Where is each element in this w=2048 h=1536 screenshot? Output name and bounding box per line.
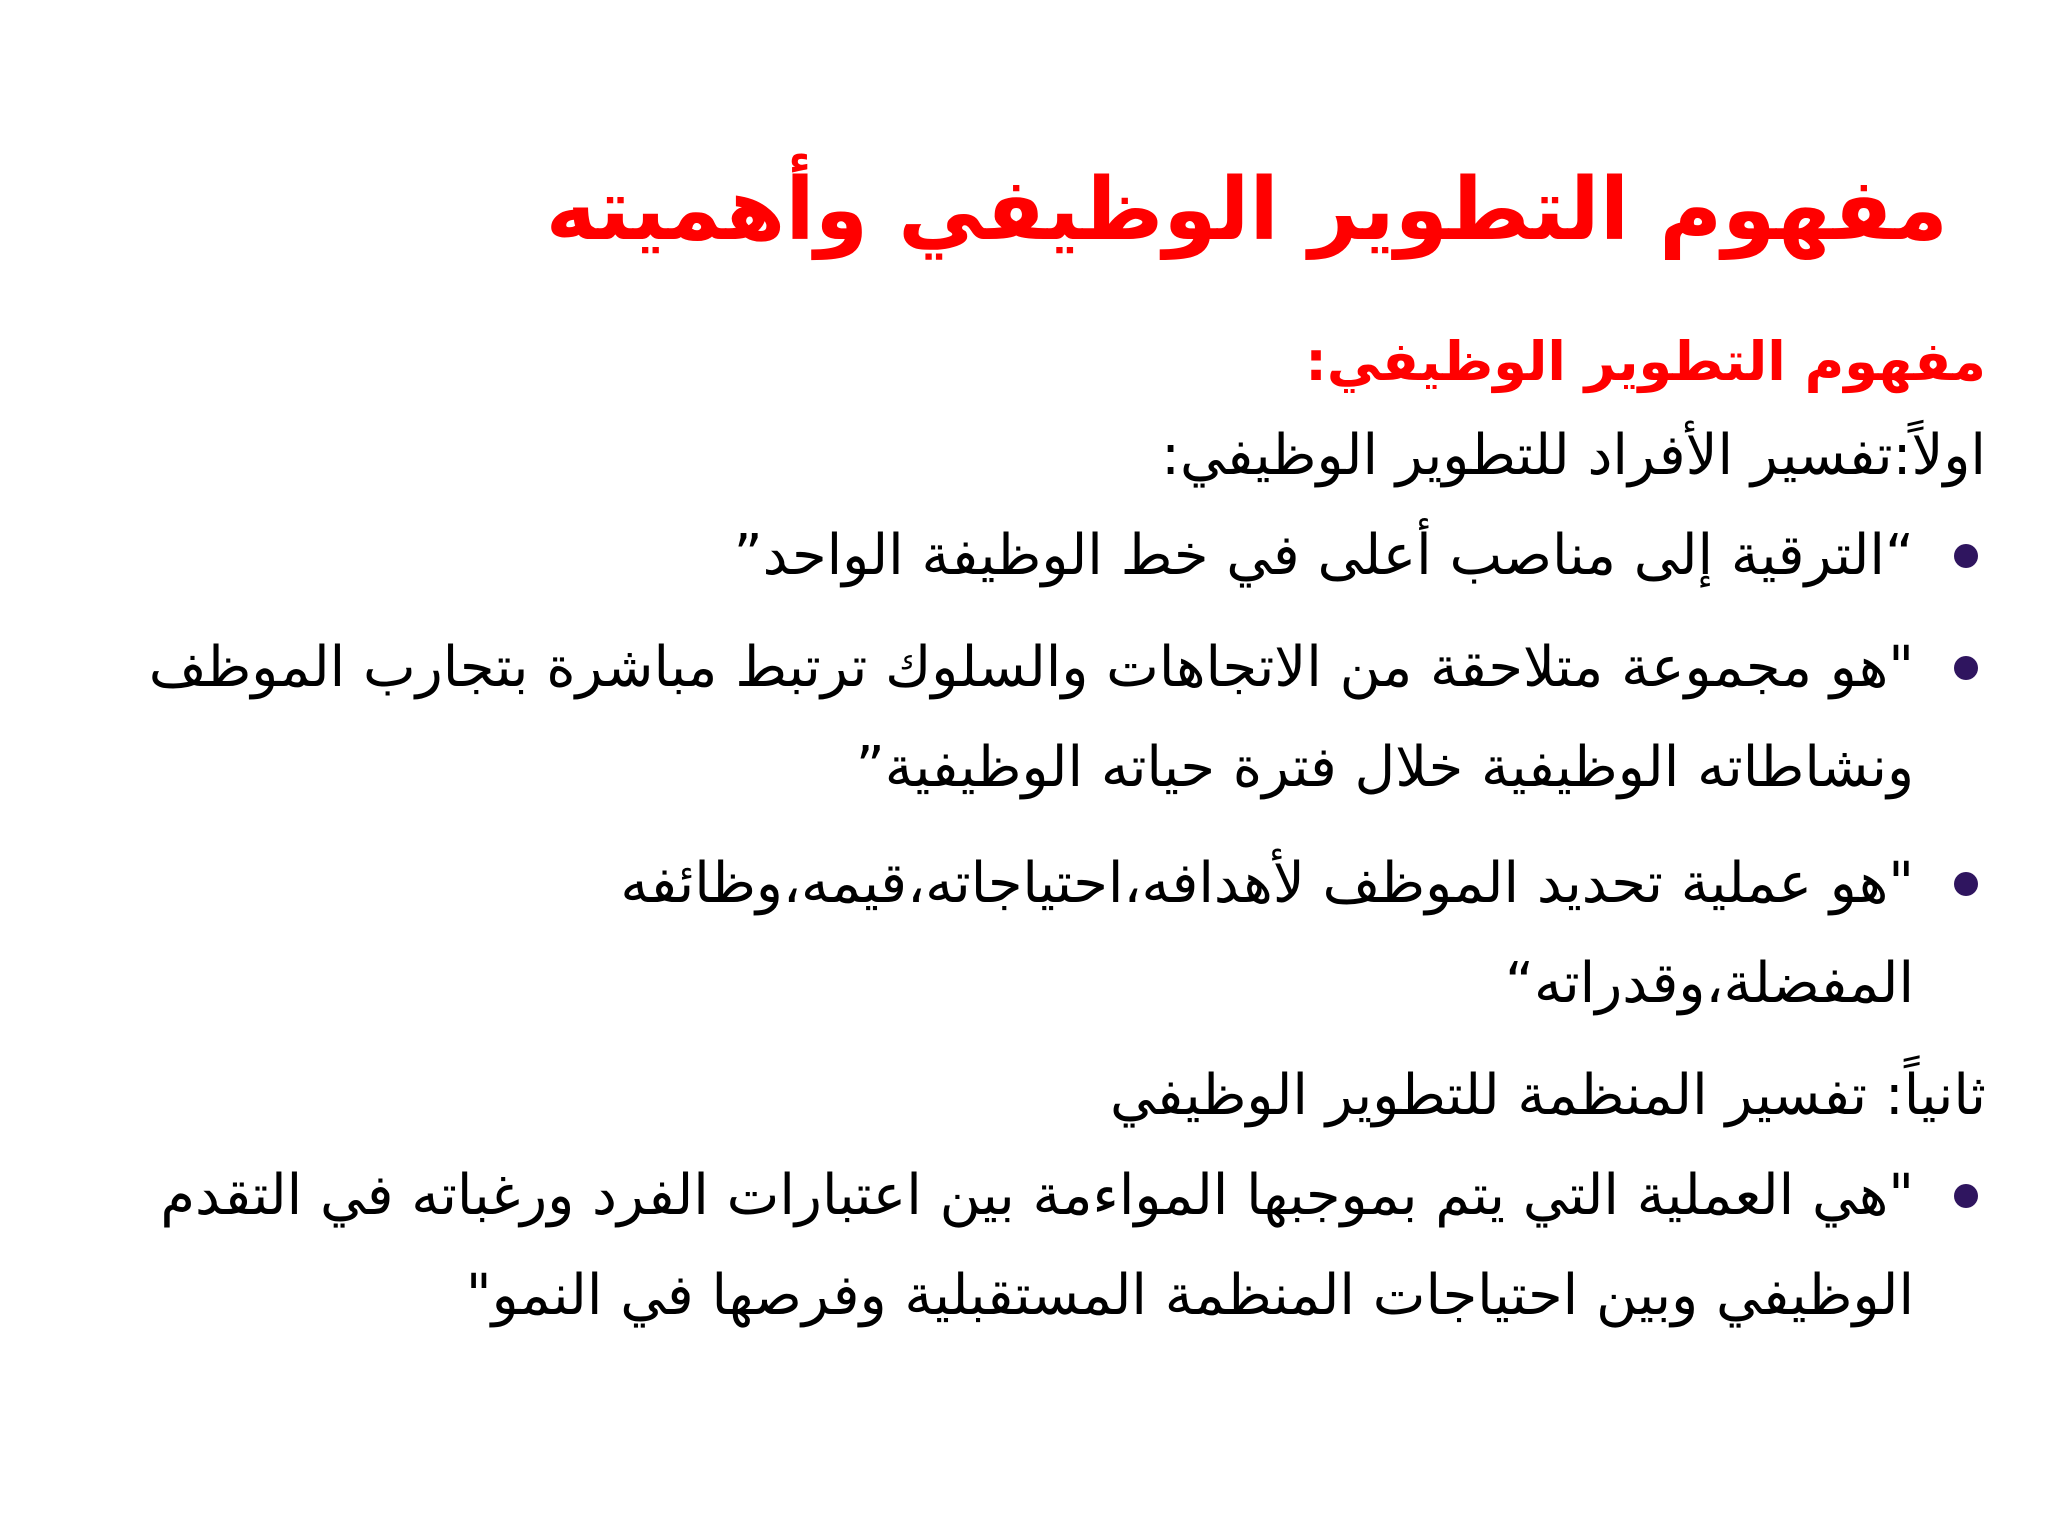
- definition-text: "هو عملية تحديد الموظف لأهدافه،احتياجاته،قيمه،وظائفه المفضلة،وقدراته“: [620, 851, 1914, 1016]
- definition-bullet-1: [86, 506, 1986, 606]
- definition-text: “الترقية إلى مناصب أعلى في خط الوظيفة الواحد”: [733, 523, 1914, 588]
- bullet-icon: [1954, 544, 1978, 568]
- concept-subtitle: مفهوم التطوير الوظيفي:: [1305, 330, 1986, 393]
- bullet-icon: [1954, 1184, 1978, 1208]
- definition-bullet-3: [354, 834, 1986, 1034]
- bullet-icon: [1954, 656, 1978, 680]
- spacer: [86, 818, 1986, 834]
- definition-bullet-4: [86, 1146, 1986, 1346]
- slide-content: [86, 318, 1986, 1346]
- organization-interpretation-heading: ثانياً: تفسير المنظمة للتطوير الوظيفي: [1109, 1063, 1986, 1128]
- bullet-icon: [1954, 872, 1978, 896]
- spacer: [86, 1034, 1986, 1046]
- definition-text: "هي العملية التي يتم بموجبها المواءمة بين اعتبارات الفرد ورغباته في التقدم الوظيفي وبين احتياجات المنظمة المستقبلية وفرصها في النمو": [160, 1163, 1914, 1328]
- definition-bullet-2: [86, 618, 1986, 818]
- slide-title: مفهوم التطوير الوظيفي وأهميته: [545, 160, 1948, 260]
- individual-interpretation-heading: اولاً:تفسير الأفراد للتطوير الوظيفي:: [1161, 423, 1986, 488]
- spacer: [86, 606, 1986, 618]
- definition-text: "هو مجموعة متلاحقة من الاتجاهات والسلوك ترتبط مباشرة بتجارب الموظف ونشاطاته الوظيفية خلال فترة حياته الوظيفية”: [148, 635, 1914, 800]
